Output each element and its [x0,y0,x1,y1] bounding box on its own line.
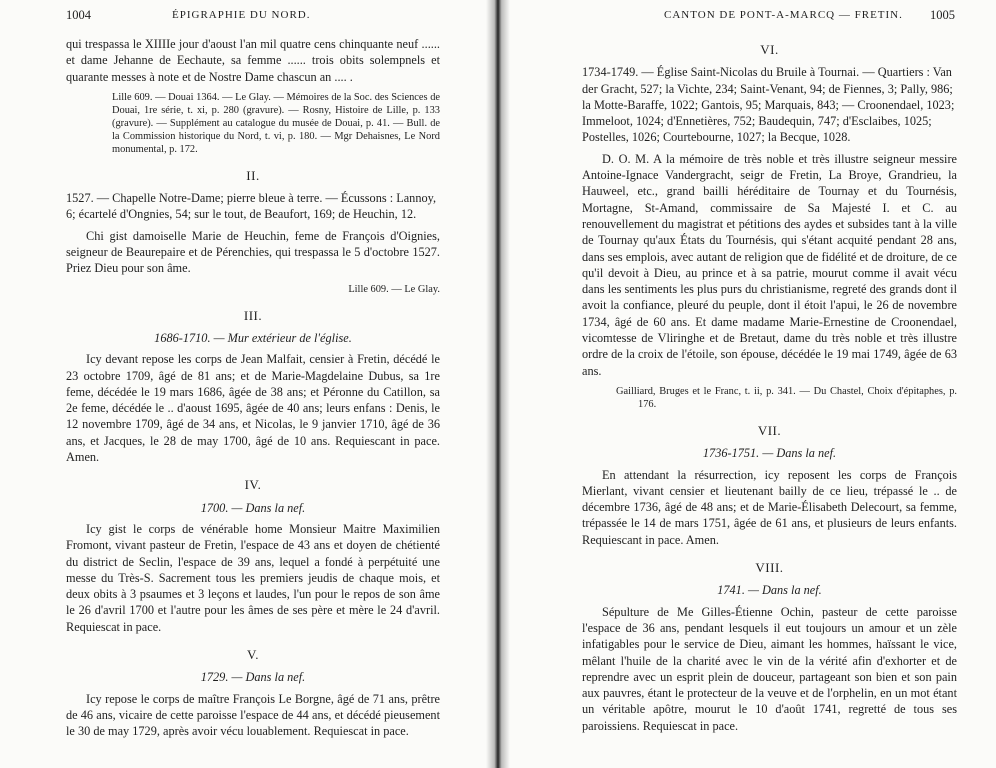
section-number-4: IV. [244,477,262,493]
section-text-5: Icy repose le corps de maître François Le Borgne, âgé de 71 ans, prêtre de 46 ans, vicaire de cette paroisse l'espace de 44 ans, et décédé pieusement le 30 de may 1729, après avoir vécu louablement. Requiescat in pace. [66,691,440,739]
section-heading-2: 1527. — Chapelle Notre-Dame; pierre bleue à terre. — Écussons : Lannoy, 6; écartelé d'Ongnies, 54; sur le tout, de Beaufort, 169; de Heuchin, 12. [66,191,437,222]
intro-text: qui trespassa le XIIIIe jour d'aoust l'an mil quatre cens chinquante neuf ...... et dame Jehanne de Eechaute, sa femme ...... trois obits solempnels et quarante messes à note et de Nostre Dame chascun an .... . [66,37,440,84]
left-page-body [66,36,440,740]
section-text-3: Icy devant repose les corps de Jean Malfait, censier à Fretin, décédé le 23 octobre 1709, âgé de 81 ans; et de Marie-Magdelaine Dubus, sa 1re feme, décédée le 19 mars 1686, âgée de 38 ans; et Péronne du Catillon, sa 2e feme, décédée le .. d'aoust 1695, âgée de 40 ans; leurs enfans : Denis, le 12 novembre 1709, âgé de 34 ans, et Nicolas, le 9 janvier 1710, âgé de 36 ans, et Jacques, le 28 de may 1700, âgé de 10 ans. Requiescant in pace. Amen. [66,352,440,465]
section-number-2: II. [246,167,260,183]
section-reference-6: Gailliard, Bruges et le Franc, t. ii, p. 341. — Du Chastel, Choix d'épitaphes, p. 176. [616,385,957,410]
left-page-number: 1004 [66,8,91,22]
intro-reference: Lille 609. — Douai 1364. — Le Glay. — Mémoires de la Soc. des Sciences de Douai, 1re série, t. xi, p. 280 (gravure). — Rosny, Histoire de Lille, p. 133 (gravure). — Supplément au catalogue du musée de Douai, p. 41. — Bull. de la Commission historique du Nord, t. vi, p. 180. — Mgr Dehaisnes, Le Nord monumental, p. 172. [112,91,440,155]
left-page [0,0,492,768]
right-page-number: 1005 [930,8,955,22]
section-number-3: III. [243,307,263,323]
section-heading-8: 1741. — Dans la nef. [717,583,822,598]
section-text-7: En attendant la résurrection, icy reposent les corps de François Mierlant, vivant censier et lieutenant bailly de ce lieu, trépassé le .. de décembre 1736, âgé de 48 ans; et de Marie-Élisabeth Delecourt, sa femme, trépassée le 14 de mars 1751, âgée de 61 ans, et plusieurs de leurs enfants. Requiescant in pace. Amen. [582,467,957,547]
section-heading-3: 1686-1710. — Mur extérieur de l'église. [154,330,352,345]
left-running-head: ÉPIGRAPHIE DU NORD. [172,9,311,21]
section-heading-7: 1736-1751. — Dans la nef. [702,446,837,461]
right-page-body [582,42,957,734]
section-heading-4: 1700. — Dans la nef. [200,500,306,515]
right-page [504,0,996,768]
section-text-6: D. O. M. A la mémoire de très noble et très illustre seigneur messire Antoine-Ignace Vandergracht, seigr de Fretin, La Broye, Grandrieu, la Hauweel, etc., grand bailli héréditaire de Tournay et du Tournésis, Mortagne, St-Amand, commissaire de Sa Majesté I. et C. au renouvellement du magistrat et pétitions des aydes et subsides tant à la ville de Tournay qu'aux États du Tournésis, qui s'étant acquité pendant 28 ans, dans ses emplois, avec autant de religion que de fidélité et de droiture, de ce qu'il devoit à Dieu, au prince et à sa patrie, mourut comme il avait vécu dans les sentiments les plus purs du christianisme, regreté des grands dont il avoit la confiance, pleuré du peuple, dont il étoit l'apui, le 26 de novembre 1734, âgé de 60 ans. Et dame madame Marie-Ernestine de Croonendael, vicomtesse de Vliringhe et de Bretaut, dame du très noble et très illustre ordre de la croix de l'étoile, son épouse, décédée le 19 mai 1749, âgée de 63 ans. [582,151,957,378]
section-text-4: Icy gist le corps de vénérable home Monsieur Maitre Maximilien Fromont, vivant pasteur de Fretin, l'espace de 43 ans et doyen de chétienté du district de Seclin, l'espace de 39 ans, lequel a fondé à perpétuité une messe du Très-S. Sacrement tous les premiers jeudis de chaque mois, et deux obits à 3 psaumes et 3 leçons et laudes, l'un pour le repos de son âme le 26 d'avril 1700 et l'autre pour les âmes de ses père et mère le 24 d'avril. Requiescat in pace. [66,521,440,634]
section-number-6: VI. [760,42,779,57]
right-running-head: CANTON DE PONT-A-MARCQ — FRETIN. [664,9,903,21]
section-text-8: Sépulture de Me Gilles-Étienne Ochin, pasteur de cette paroisse l'espace de 36 ans, pendant lesquels il eut toujours un amour et un zèle infatigables pour le service de Dieu, aimant les hommes, haïssant le vice, mêlant l'huile de la charité avec le vin de la vérité afin d'exhorter et de reprendre avec un esprit plein de douceur, partageant son bien et son pain aux pauvres, étant le protecteur de la veuve et de l'orphelin, en un mot étant un véritable apôtre, mourut le 10 d'août 1741, regretté de tous ses paroissiens. Requiescat in pace. [582,604,957,733]
section-number-8: VIII. [755,560,784,576]
section-number-5: V. [247,647,259,663]
section-heading-6: 1734-1749. — Église Saint-Nicolas du Bruile à Tournai. — Quartiers : Van der Gracht, 527; la Vichte, 234; Saint-Venant, 94; de Fiennes, 3; Pally, 986; la Motte-Baraffe, 1022; Gantois, 95; Marquais, 843; — Croonendael, 1023; Immeloot, 1024; d'Ennetières, 752; Baudequin, 747; d'Esclaibes, 1025; Postelles, 1026; Courtebourne, 1027; la Becque, 1028. [582,65,955,145]
section-text-2: Chi gist damoiselle Marie de Heuchin, feme de François d'Oignies, seigneur de Beaurepaire et de Pérenchies, qui trespassa le 5 d'octobre 1527. Priez Dieu pour son âme. [66,228,440,276]
section-number-7: VII. [757,422,782,438]
section-heading-5: 1729. — Dans la nef. [200,670,306,685]
section-reference-2: Lille 609. — Le Glay. [348,283,440,295]
